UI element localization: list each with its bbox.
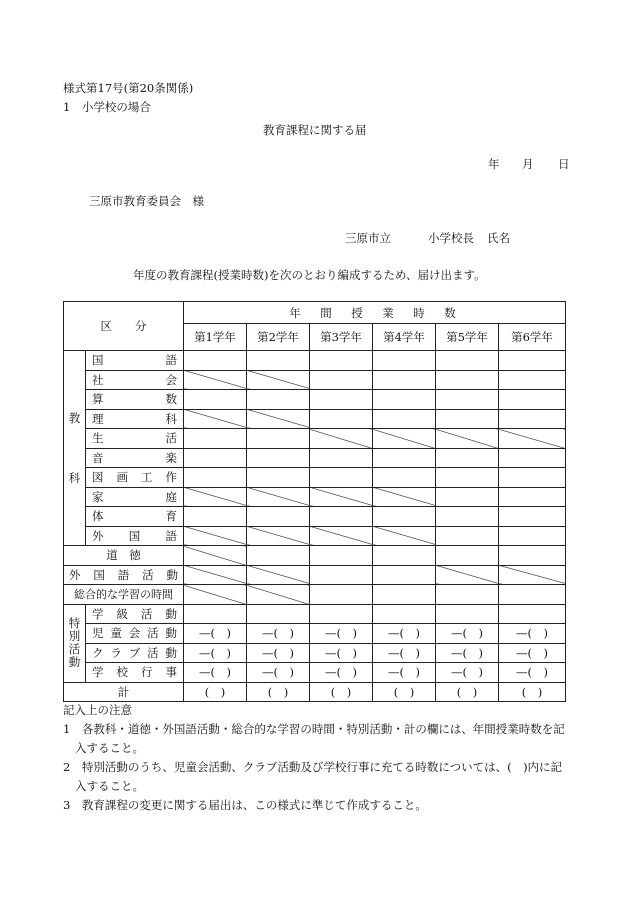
cell[interactable] (373, 468, 436, 488)
cell[interactable] (247, 351, 310, 371)
cell[interactable] (247, 390, 310, 410)
cell[interactable] (310, 448, 373, 468)
cell[interactable] (310, 390, 373, 410)
cell-dash[interactable]: —( ) (310, 643, 373, 663)
subject-ongaku: 音楽 (86, 448, 184, 468)
cell[interactable] (499, 390, 566, 410)
cell-disabled (184, 565, 247, 585)
subject-shakai: 社会 (86, 370, 184, 390)
subject-zuga-kousaku: 図画工作 (86, 468, 184, 488)
cell-dash[interactable]: —( ) (373, 663, 436, 683)
cell-disabled (184, 585, 247, 605)
cell-disabled (436, 565, 499, 585)
hours-header: 年 間 授 業 時 数 (184, 302, 566, 324)
cell-dash[interactable]: —( ) (436, 643, 499, 663)
cell-disabled (247, 487, 310, 507)
cell-disabled (310, 526, 373, 546)
activity-class: 学級活動 (86, 604, 184, 624)
cell-dash[interactable]: —( ) (373, 624, 436, 644)
cell[interactable] (499, 351, 566, 371)
cell[interactable] (373, 448, 436, 468)
cell-dash[interactable]: —( ) (184, 643, 247, 663)
form-number: 様式第17号(第20条関係) (63, 81, 194, 95)
subject-rika: 理科 (86, 409, 184, 429)
cell[interactable] (310, 351, 373, 371)
total-cell[interactable]: ( ) (373, 682, 436, 702)
cell[interactable] (436, 507, 499, 527)
cell-dash[interactable]: —( ) (436, 624, 499, 644)
cell[interactable] (373, 351, 436, 371)
cell-disabled (310, 487, 373, 507)
note-item-1: 1 各教科・道徳・外国語活動・総合的な学習の時間・特別活動・計の欄には、年間授業時数を記入すること。 (63, 722, 565, 755)
cell[interactable] (436, 546, 499, 566)
activity-student-council: 児童会活動 (86, 624, 184, 644)
cell-disabled (436, 429, 499, 449)
date-year: 年 (488, 157, 500, 171)
grade-2-header: 第2学年 (247, 324, 310, 351)
subject-kokugo: 国語 (86, 351, 184, 371)
date-day: 日 (558, 157, 570, 171)
cell-dash[interactable]: —( ) (499, 624, 566, 644)
cell[interactable] (436, 526, 499, 546)
cell-dash[interactable]: —( ) (247, 663, 310, 683)
cell[interactable] (373, 409, 436, 429)
cell[interactable] (499, 604, 566, 624)
cell-disabled (373, 429, 436, 449)
cell[interactable] (310, 604, 373, 624)
subject-group-label (64, 351, 86, 546)
note-item-3: 3 教育課程の変更に関する届出は、この様式に準じて作成すること。 (63, 798, 427, 812)
cell[interactable] (436, 487, 499, 507)
cell[interactable] (310, 370, 373, 390)
division-header: 区 分 (64, 302, 184, 351)
cell[interactable] (373, 585, 436, 605)
sa-char-4: 動 (68, 655, 81, 669)
cell[interactable] (247, 604, 310, 624)
cell[interactable] (499, 526, 566, 546)
cell[interactable] (499, 370, 566, 390)
cell[interactable] (373, 604, 436, 624)
cell[interactable] (436, 351, 499, 371)
subject-sansu: 算数 (86, 390, 184, 410)
cell-dash[interactable]: —( ) (499, 643, 566, 663)
cell[interactable] (499, 468, 566, 488)
cell-disabled (247, 585, 310, 605)
special-activities-label (64, 604, 86, 682)
cell[interactable] (436, 468, 499, 488)
subject-gaikokugo: 外国語 (86, 526, 184, 546)
notes-heading: 記入上の注意 (63, 703, 132, 717)
cell-disabled (184, 370, 247, 390)
cell[interactable] (310, 565, 373, 585)
grade-3-header: 第3学年 (310, 324, 373, 351)
cell-disabled (373, 487, 436, 507)
cell-dash[interactable]: —( ) (247, 624, 310, 644)
case-heading: 1 小学校の場合 (63, 100, 151, 114)
grade-5-header: 第5学年 (436, 324, 499, 351)
cell[interactable] (436, 390, 499, 410)
cell[interactable] (184, 448, 247, 468)
submitter-name-label: 氏名 (487, 231, 510, 245)
statement: 年度の教育課程(授業時数)を次のとおり編成するため、届け出ます。 (133, 268, 486, 282)
cell[interactable] (373, 390, 436, 410)
cell[interactable] (499, 448, 566, 468)
cell[interactable] (499, 507, 566, 527)
cell[interactable] (184, 468, 247, 488)
cell-dash[interactable]: —( ) (184, 663, 247, 683)
grade-4-header: 第4学年 (373, 324, 436, 351)
addressee: 三原市教育委員会 様 (89, 194, 204, 208)
cell[interactable] (310, 468, 373, 488)
cell[interactable] (499, 585, 566, 605)
hours-table (63, 301, 566, 702)
grade-1-header: 第1学年 (184, 324, 247, 351)
cell-dash[interactable]: —( ) (247, 643, 310, 663)
cell[interactable] (310, 409, 373, 429)
cell[interactable] (310, 507, 373, 527)
cell[interactable] (499, 546, 566, 566)
submitter-city: 三原市立 (345, 231, 391, 245)
cell-disabled (184, 526, 247, 546)
sa-char-1: 特 (68, 616, 81, 630)
total-cell[interactable]: ( ) (310, 682, 373, 702)
cell[interactable] (247, 546, 310, 566)
cell[interactable] (184, 351, 247, 371)
cell-disabled (247, 526, 310, 546)
cell-dash[interactable]: —( ) (310, 663, 373, 683)
activity-school-events: 学校行事 (86, 663, 184, 683)
grade-6-header: 第6学年 (499, 324, 566, 351)
cell[interactable] (373, 507, 436, 527)
cell-dash[interactable]: —( ) (436, 663, 499, 683)
foreign-language-activity-label: 外国語活動 (64, 565, 184, 585)
cell-disabled (499, 565, 566, 585)
cell[interactable] (247, 468, 310, 488)
activity-club: クラブ活動 (86, 643, 184, 663)
cell[interactable] (499, 409, 566, 429)
cell[interactable] (436, 585, 499, 605)
total-cell[interactable]: ( ) (184, 682, 247, 702)
cell[interactable] (436, 370, 499, 390)
cell-dash[interactable]: —( ) (310, 624, 373, 644)
total-cell[interactable]: ( ) (247, 682, 310, 702)
cell[interactable] (184, 390, 247, 410)
cell-disabled (184, 487, 247, 507)
total-cell[interactable]: ( ) (436, 682, 499, 702)
cell-disabled (499, 429, 566, 449)
notes-section (63, 701, 573, 815)
cell-dash[interactable]: —( ) (499, 663, 566, 683)
sa-char-3: 活 (68, 642, 81, 656)
page-title: 教育課程に関する届 (263, 123, 367, 137)
cell[interactable] (499, 487, 566, 507)
cell[interactable] (247, 429, 310, 449)
date-month: 月 (522, 157, 534, 171)
cell[interactable] (373, 546, 436, 566)
submitter-principal: 小学校長 (428, 231, 474, 245)
total-label: 計 (64, 682, 184, 702)
cell-disabled (247, 370, 310, 390)
cell-disabled (184, 409, 247, 429)
cell-disabled (184, 546, 247, 566)
cell-dash[interactable]: —( ) (373, 643, 436, 663)
subject-seikatsu: 生活 (86, 429, 184, 449)
integrated-study-label: 総合的な学習の時間 (64, 585, 184, 605)
cell-disabled (247, 409, 310, 429)
cell-disabled (373, 526, 436, 546)
cell-disabled (247, 565, 310, 585)
note-item-2: 2 特別活動のうち、児童会活動、クラブ活動及び学校行事に充てる時数については、( )内に記入すること。 (63, 760, 563, 793)
cell[interactable] (436, 448, 499, 468)
cell[interactable] (184, 604, 247, 624)
cell[interactable] (310, 546, 373, 566)
cell[interactable] (184, 507, 247, 527)
cell[interactable] (436, 409, 499, 429)
subject-katei: 家庭 (86, 487, 184, 507)
cell-dash[interactable]: —( ) (184, 624, 247, 644)
cell[interactable] (373, 565, 436, 585)
subject-group-bottom: 科 (68, 471, 81, 485)
moral-label: 道 徳 (64, 546, 184, 566)
cell-disabled (310, 429, 373, 449)
subject-group-top: 教 (68, 411, 81, 425)
subject-taiiku: 体育 (86, 507, 184, 527)
cell[interactable] (184, 429, 247, 449)
cell[interactable] (373, 370, 436, 390)
sa-char-2: 別 (68, 629, 81, 643)
cell[interactable] (436, 604, 499, 624)
cell[interactable] (247, 507, 310, 527)
total-cell[interactable]: ( ) (499, 682, 566, 702)
cell[interactable] (247, 448, 310, 468)
cell[interactable] (310, 585, 373, 605)
